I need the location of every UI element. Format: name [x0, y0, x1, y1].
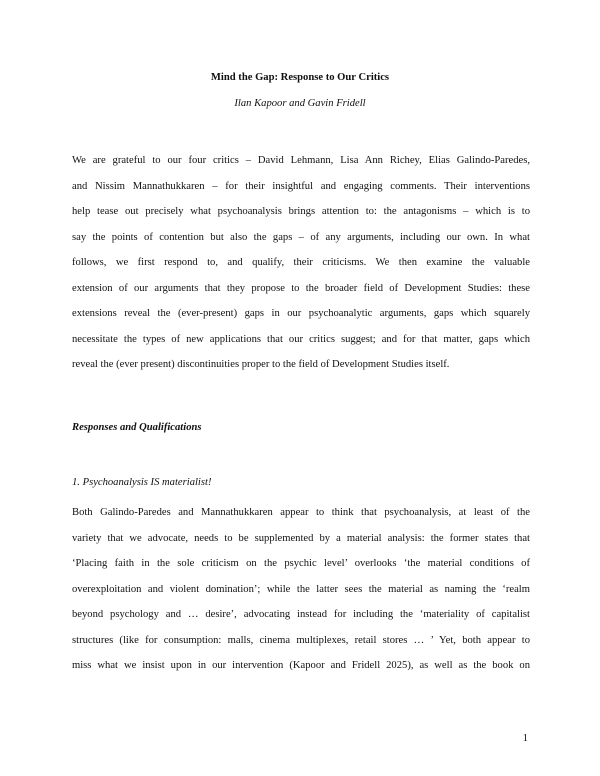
section-line: overexploitation and violent domination’; while the latter sees the material as naming the ‘realm [72, 583, 530, 595]
intro-line: follows, we first respond to, and qualify, their criticisms. We then examine the valuable [72, 257, 530, 269]
document-title: Mind the Gap: Response to Our Critics [210, 72, 390, 83]
section-line: ‘Placing faith in the sole criticism on the psychic level’ overlooks ‘the material conditions of [72, 558, 530, 570]
section-line: structures (like for consumption: malls, cinema multiplexes, retail stores … ’ Yet, both appear to [72, 634, 530, 646]
intro-line: extension of our arguments that they propose to the broader field of Development Studies: these [72, 282, 530, 294]
intro-line: necessitate the types of new applications that our critics suggest; and for that matter, gaps which [72, 333, 530, 345]
intro-line: say the points of contention but also the gaps – of any arguments, including our own. In what [72, 231, 530, 243]
document-authors: Ilan Kapoor and Gavin Fridell [234, 98, 366, 109]
subsection-heading: 1. Psychoanalysis IS materialist! [72, 477, 212, 488]
intro-paragraph [72, 148, 530, 378]
section-paragraph [72, 500, 530, 679]
intro-line: and Nissim Mannathukkaren – for their insightful and engaging comments. Their interventions [72, 180, 530, 192]
page-number: 1 [522, 733, 528, 744]
intro-line: reveal the (ever present) discontinuities proper to the field of Development Studies itself. [72, 359, 450, 371]
section-heading: Responses and Qualifications [72, 422, 202, 433]
section-line: Both Galindo-Paredes and Mannathukkaren appear to think that psychoanalysis, at least of the [72, 507, 530, 518]
intro-line: help tease out precisely what psychoanalysis brings attention to: the antagonisms – which is to [72, 206, 530, 218]
section-line: variety that we advocate, needs to be supplemented by a material analysis: the former states that [72, 532, 530, 544]
intro-line: extensions reveal the (ever-present) gaps in our psychoanalytic arguments, gaps which squarely [72, 308, 530, 320]
intro-line: We are grateful to our four critics – David Lehmann, Lisa Ann Richey, Elias Galindo-Paredes, [72, 155, 530, 166]
section-line: beyond psychology and … desire’, advocating instead for including the ‘materiality of capitalist [72, 609, 530, 621]
section-line: miss what we insist upon in our intervention (Kapoor and Fridell 2025), as well as the book on [72, 660, 530, 672]
